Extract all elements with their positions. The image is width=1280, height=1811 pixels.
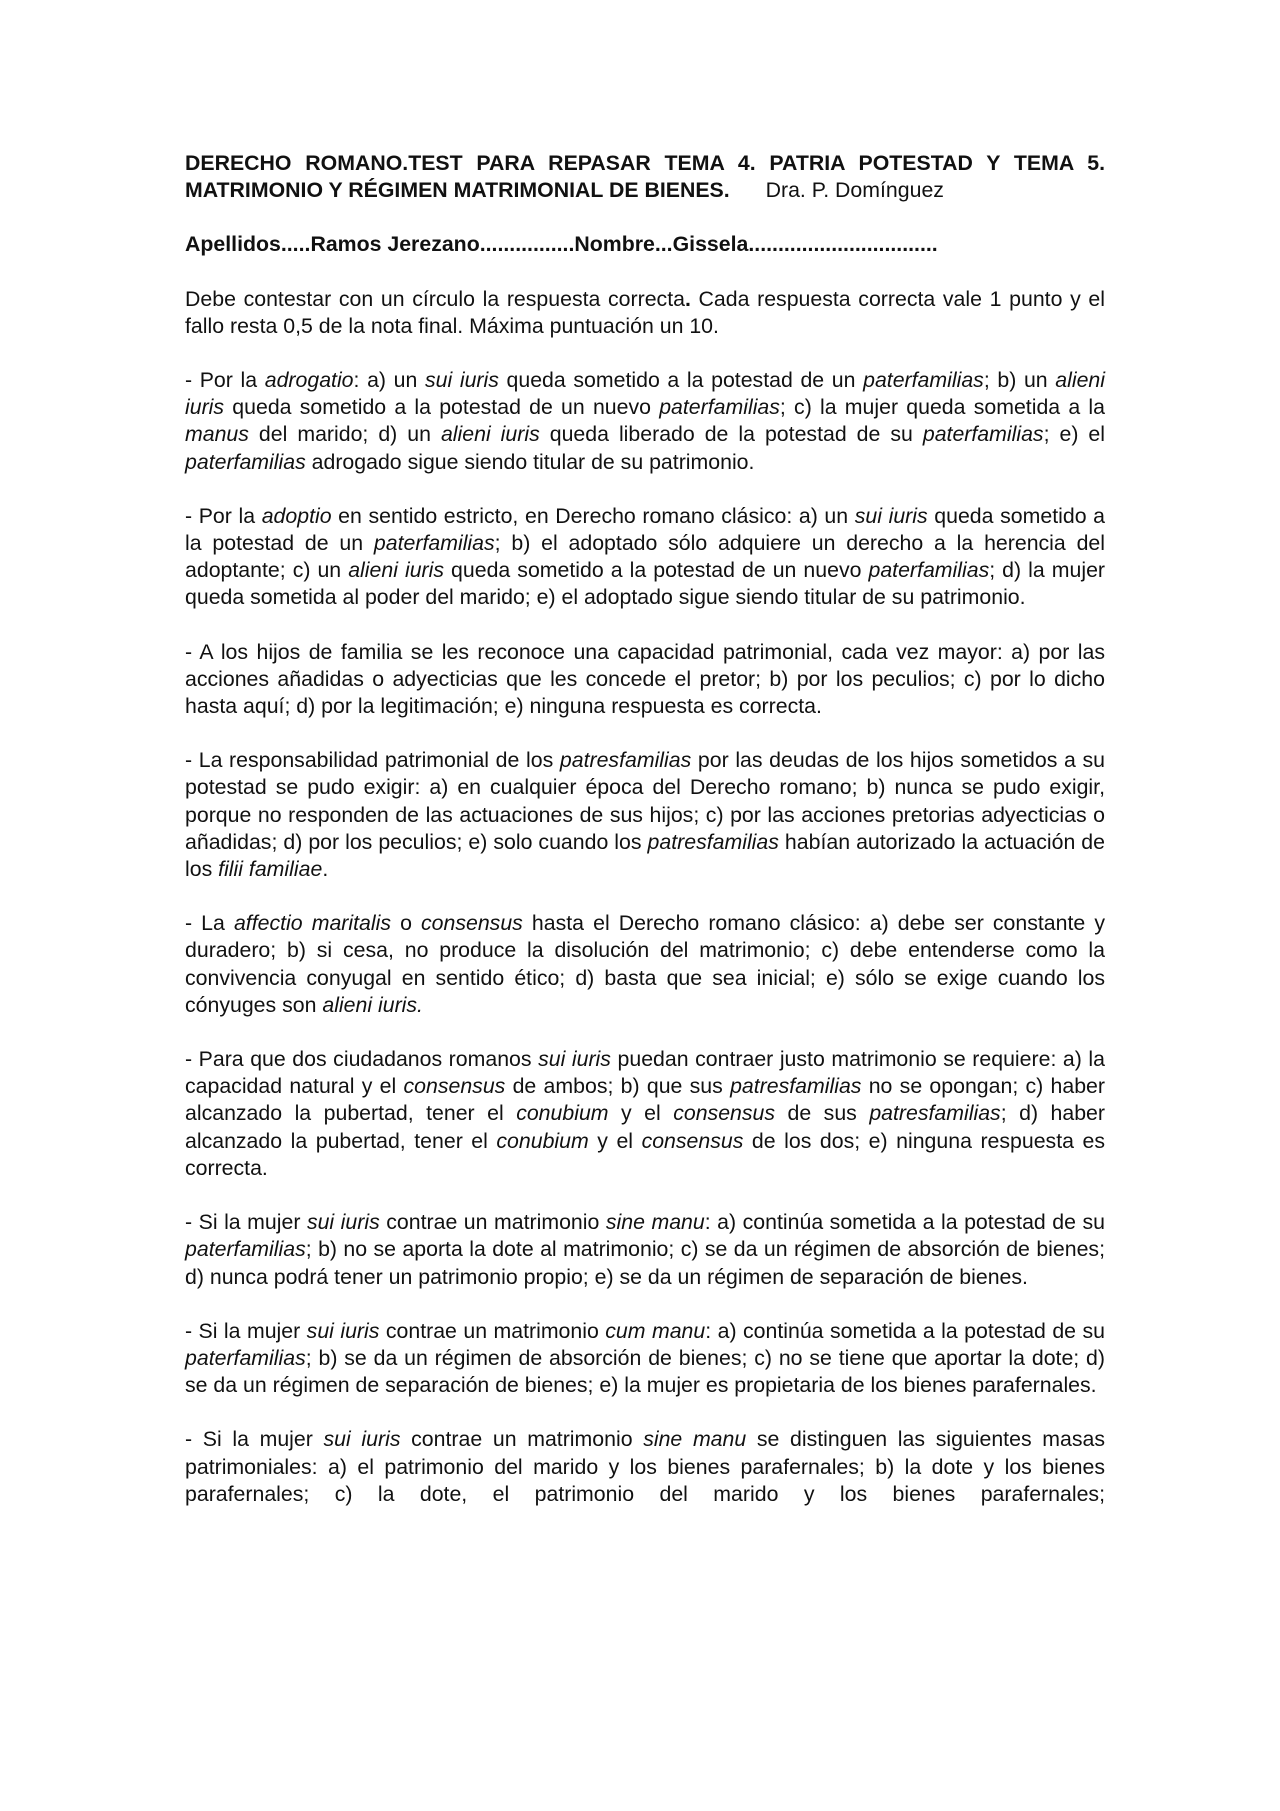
question-text: - Para que dos ciudadanos romanos — [185, 1047, 539, 1072]
latin-term: manus — [185, 422, 249, 447]
question-3 — [185, 639, 1105, 721]
latin-term: patresfamilias — [559, 748, 692, 773]
question-8 — [185, 1318, 1105, 1400]
latin-term: sui iuris — [424, 368, 499, 393]
question-text: contrae un matrimonio — [379, 1318, 606, 1343]
question-text: - La — [185, 911, 234, 936]
latin-term: adoptio — [261, 503, 332, 528]
question-text: ; b) un — [983, 368, 1056, 393]
question-text: puedan contraer justo matrimonio se requiere: a) la capacidad natural y el — [185, 1047, 1105, 1099]
latin-term: alieni iuris — [185, 368, 1106, 420]
latin-term: alieni iuris — [440, 422, 540, 447]
question-text: - Por la — [185, 368, 265, 393]
latin-term: consensus — [641, 1128, 744, 1153]
question-text: por las deudas de los hijos sometidos a su potestad se pudo exigir: a) en cualquier época del Derecho romano; b) nunca se pudo exigir, porque no responden de las actuaciones de sus hijos; c) por las acciones pretorias adyecticias o añadidas; d) por los peculios; e) solo cuando los — [185, 748, 1105, 854]
latin-term: conubium — [496, 1128, 589, 1153]
question-text: del marido; d) un — [248, 422, 441, 447]
question-text: ; e) el — [1043, 422, 1105, 447]
nombre-value: Gissela — [672, 232, 749, 257]
question-text: ; b) no se aporta la dote al matrimonio; c) se da un régimen de absorción de bienes; d) nunca podrá tener un patrimonio propio; e) se da un régimen de separación de bienes. — [185, 1237, 1105, 1289]
latin-term: paterfamilias — [185, 449, 306, 474]
question-text: queda sometido a la potestad de un — [498, 368, 864, 393]
question-1 — [185, 367, 1105, 476]
latin-term: paterfamilias — [373, 531, 495, 556]
latin-term: sui iuris — [854, 503, 928, 528]
question-text: de sus — [775, 1101, 870, 1126]
latin-term: cum manu — [605, 1318, 706, 1343]
question-text: queda sometido a la potestad de un nuevo — [444, 558, 869, 583]
latin-term: patresfamilias — [647, 829, 779, 854]
latin-term: paterfamilias — [185, 1237, 306, 1262]
instructions-text-1: Debe contestar con un círculo la respuesta correcta — [185, 286, 685, 311]
question-text: contrae un matrimonio — [400, 1427, 644, 1452]
question-text: : a) continúa sometida a la potestad de su — [705, 1318, 1105, 1343]
title-text: DERECHO ROMANO.TEST PARA REPASAR TEMA 4. PATRIA POTESTAD Y TEMA 5. MATRIMONIO Y RÉGIMEN MATRIMONIAL DE BIENES. — [185, 151, 1105, 203]
latin-term: consensus — [403, 1074, 506, 1099]
latin-term: sui iuris — [306, 1210, 380, 1235]
question-4 — [185, 747, 1105, 883]
question-text: : a) continúa sometida a la potestad de su — [704, 1210, 1105, 1235]
question-text: y el — [588, 1128, 642, 1153]
question-text: y el — [608, 1101, 674, 1126]
latin-term: affectio maritalis — [233, 911, 391, 936]
question-text: - Por la — [185, 503, 262, 528]
latin-term: paterfamilias — [659, 395, 780, 420]
student-info — [185, 231, 1105, 258]
latin-term: filii familiae — [218, 857, 323, 882]
question-6 — [185, 1046, 1105, 1182]
document-page — [185, 150, 1105, 1508]
latin-term: conubium — [516, 1101, 609, 1126]
question-text: o — [390, 911, 421, 936]
question-text: de los dos; e) ninguna respuesta es correcta. — [185, 1128, 1105, 1180]
nombre-label: ................Nombre... — [479, 232, 673, 257]
question-text: adrogado sigue siendo titular de su patrimonio. — [305, 449, 755, 474]
trailing-dots: ................................ — [748, 232, 938, 257]
question-9 — [185, 1426, 1105, 1508]
question-text: - Si la mujer — [185, 1210, 307, 1235]
latin-term: sine manu — [605, 1210, 705, 1235]
question-5 — [185, 910, 1105, 1019]
question-text: ; c) la mujer queda sometida a la — [779, 395, 1105, 420]
question-text: - La responsabilidad patrimonial de los — [185, 748, 560, 773]
latin-term: paterfamilias — [185, 1345, 306, 1370]
latin-term: patresfamilias — [869, 1101, 1001, 1126]
latin-term: alieni iuris. — [322, 992, 423, 1017]
question-text: se distinguen las siguientes masas patrimoniales: a) el patrimonio del marido y los bienes parafernales; b) la dote y los bienes parafernales; c) la dote, el patrimonio del marido y los bienes parafernales; — [185, 1427, 1105, 1506]
question-text: hasta el Derecho romano clásico: a) debe ser constante y duradero; b) si cesa, no produce la disolución del matrimonio; c) debe entenderse como la convivencia conyugal en sentido ético; d) basta que sea inicial; e) sólo se exige cuando los cónyuges son — [185, 911, 1105, 1017]
latin-term: paterfamilias — [868, 558, 990, 583]
question-text: : a) un — [353, 368, 425, 393]
apellidos-label: Apellidos..... — [185, 232, 311, 257]
question-text: en sentido estricto, en Derecho romano clásico: a) un — [331, 503, 855, 528]
latin-term: sui iuris — [323, 1427, 401, 1452]
instructions-text-2: Cada respuesta correcta vale 1 punto y el fallo resta 0,5 de la nota final. Máxima puntuación un 10. — [185, 286, 1105, 338]
question-text: queda sometido a la potestad de un — [185, 503, 1106, 556]
latin-term: sine manu — [643, 1427, 747, 1452]
latin-term: sui iuris — [306, 1318, 380, 1343]
question-text: - Si la mujer — [185, 1427, 324, 1452]
latin-term: patresfamilias — [730, 1074, 862, 1099]
question-text: - A los hijos de familia se les reconoce una capacidad patrimonial, cada vez mayor: a) por las acciones añadidas o adyecticias que les concede el pretor; b) por los peculios; c) por lo dicho hasta aquí; d) por la legitimación; e) ninguna respuesta es correcta. — [185, 639, 1105, 719]
question-text: ; d) la mujer queda sometida al poder del marido; e) el adoptado sigue siendo titular de su patrimonio. — [185, 558, 1105, 610]
latin-term: adrogatio — [264, 368, 354, 393]
instructions-dot: . — [684, 286, 691, 311]
question-7 — [185, 1209, 1105, 1291]
question-2 — [185, 503, 1105, 612]
latin-term: alieni iuris — [348, 558, 445, 583]
question-text: queda liberado de la potestad de su — [539, 422, 923, 447]
question-text: no se opongan; c) haber alcanzado la pubertad, tener el — [185, 1074, 1105, 1126]
question-text: ; b) el adoptado sólo adquiere un derecho a la herencia del adoptante; c) un — [185, 531, 1105, 583]
question-text: - Si la mujer — [185, 1318, 307, 1343]
document-title — [185, 150, 1105, 204]
question-text: ; d) haber alcanzado la pubertad, tener el — [185, 1101, 1105, 1153]
author-name: Dra. P. Domínguez — [765, 178, 944, 203]
question-text: queda sometido a la potestad de un nuevo — [224, 395, 660, 420]
latin-term: paterfamilias — [863, 368, 984, 393]
question-text: contrae un matrimonio — [379, 1210, 606, 1235]
question-text: habían autorizado la actuación de los — [185, 829, 1105, 882]
question-text: de ambos; b) que sus — [505, 1074, 731, 1099]
latin-term: consensus — [673, 1101, 776, 1126]
latin-term: consensus — [421, 911, 523, 936]
question-text: . — [322, 857, 329, 882]
instructions — [185, 286, 1105, 340]
latin-term: paterfamilias — [922, 422, 1044, 447]
latin-term: sui iuris — [538, 1047, 611, 1072]
question-text: ; b) se da un régimen de absorción de bienes; c) no se tiene que aportar la dote; d) se da un régimen de separación de bienes; e) la mujer es propietaria de los bienes parafernales. — [185, 1345, 1105, 1398]
question-list — [185, 367, 1105, 1508]
apellidos-value: Ramos Jerezano — [310, 232, 480, 257]
